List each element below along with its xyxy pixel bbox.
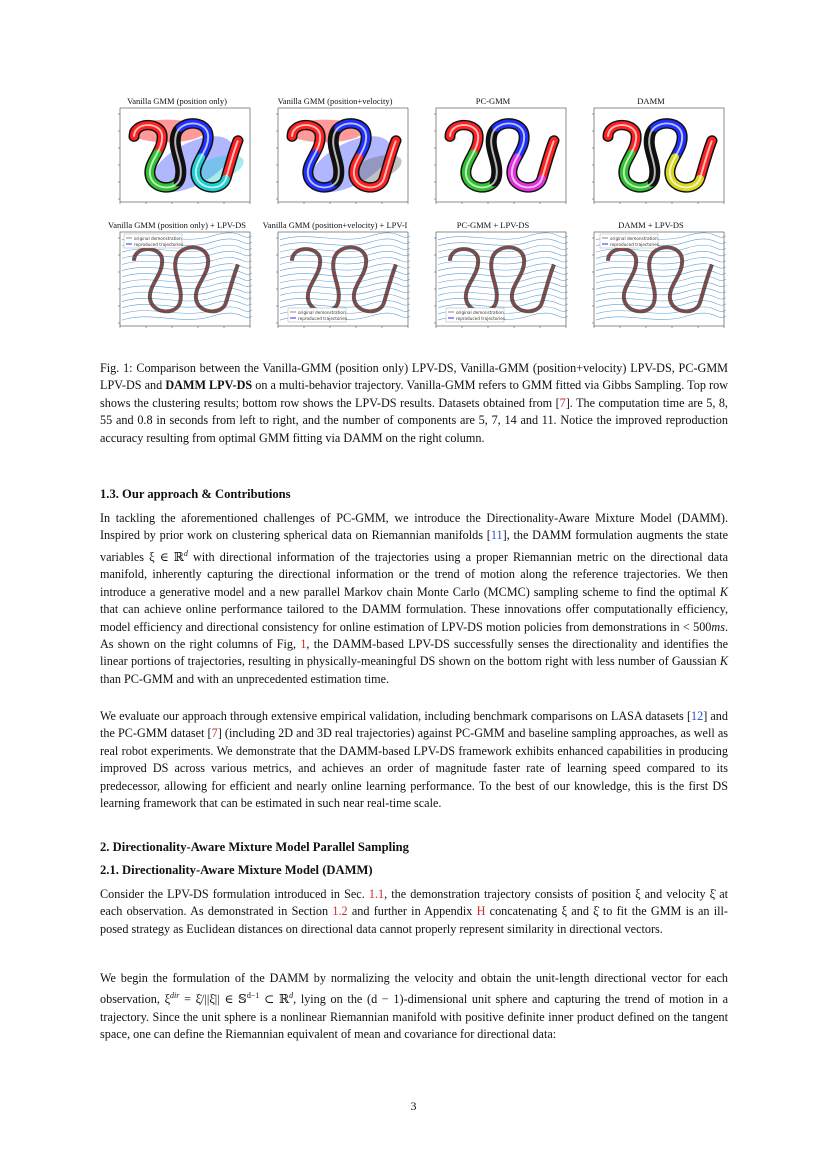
panel-plot bbox=[416, 106, 570, 212]
svg-text:reproduced trajectories: reproduced trajectories bbox=[134, 242, 184, 247]
panel-title: Vanilla GMM (position+velocity) bbox=[277, 96, 393, 106]
svg-text:original demonstration: original demonstration bbox=[134, 236, 182, 241]
citation-link[interactable]: 12 bbox=[691, 709, 704, 723]
figure-panel bbox=[416, 96, 570, 212]
section-link[interactable]: 1.1 bbox=[368, 887, 385, 901]
panel-title: DAMM + LPV-DS bbox=[618, 220, 684, 230]
page-number: 3 bbox=[410, 1099, 417, 1113]
figure-panel bbox=[574, 220, 728, 336]
panel-title: Vanilla GMM (position+velocity) + LPV-I bbox=[262, 220, 408, 230]
caption-text: on a multi-behavior trajectory. Vanilla-GMM refers to GMM fitted via Gibbs Sampling. Top row shows the clustering results; bottom row shows the LPV-DS results. Datasets obtained from [ bbox=[100, 378, 728, 410]
citation-link[interactable]: 11 bbox=[490, 528, 503, 543]
svg-text:reproduced trajectories: reproduced trajectories bbox=[298, 316, 348, 321]
figure-panel bbox=[416, 220, 570, 336]
citation-link[interactable]: 7 bbox=[211, 726, 218, 741]
caption-text: Fig. 1: Comparison between the Vanilla-GMM (position only) LPV-DS, Vanilla-GMM (position+velocity) LPV-DS, PC-GMM LPV-DS and bbox=[100, 361, 728, 393]
svg-text:original demonstration: original demonstration bbox=[610, 236, 658, 241]
svg-text:reproduced trajectories: reproduced trajectories bbox=[610, 242, 660, 247]
section-heading: 1.3. Our approach & Contributions bbox=[100, 487, 291, 501]
panel-title: DAMM bbox=[637, 96, 665, 106]
figure-1 bbox=[100, 96, 728, 344]
figure-link[interactable]: 1 bbox=[300, 636, 307, 651]
figure-panel bbox=[258, 220, 412, 336]
svg-text:reproduced trajectories: reproduced trajectories bbox=[456, 316, 506, 321]
citation-link[interactable]: 7 bbox=[559, 395, 566, 410]
subsection-heading: 2.1. Directionality-Aware Mixture Model (DAMM) bbox=[100, 863, 373, 877]
section-heading: 2. Directionality-Aware Mixture Model Parallel Sampling bbox=[100, 840, 409, 854]
section-link[interactable]: 1.2 bbox=[332, 904, 348, 919]
panel-title: Vanilla GMM (position only) + LPV-DS bbox=[108, 220, 246, 230]
caption-text: ]. The computation time are 5, 8, 55 and 0.8 in seconds from left to right, and the number of components are 5, 7, 14 and 11. Notice the improved reproduction accuracy resulting from optimal GMM fitting via DAMM on the right column. bbox=[100, 395, 728, 445]
panel-title: PC-GMM + LPV-DS bbox=[456, 220, 530, 230]
svg-text:original demonstration: original demonstration bbox=[298, 310, 346, 315]
panel-title: Vanilla GMM (position only) bbox=[127, 96, 227, 106]
caption-bold: DAMM LPV-DS bbox=[165, 378, 253, 393]
svg-text:original demonstration: original demonstration bbox=[456, 310, 504, 315]
panel-plot bbox=[258, 230, 412, 336]
figure-panel bbox=[100, 220, 254, 336]
panel-plot bbox=[100, 106, 254, 212]
panel-plot bbox=[574, 230, 728, 336]
panel-plot bbox=[258, 106, 412, 212]
figure-panel bbox=[100, 96, 254, 212]
paragraph: We evaluate our approach through extensive empirical validation, including benchmark comparisons on LASA datasets [12] and the PC-GMM dataset [7] (including 2D and 3D real trajectories) against PC-GMM and baseline sampling approaches, as well as real robot experiments. We demonstrate that the DAMM-based LPV-DS framework exhibits enhanced capabilities in producing improved DS across various metrics, and achieves an order of magnitude faster rate of learning speed compared to its predecessor, allowing for efficient and nearly online learning performance. To the best of our knowledge, this is the first DS learning framework that can be estimated in such near real-time scale. bbox=[100, 709, 728, 811]
figure-caption bbox=[100, 360, 728, 447]
panel-plot bbox=[416, 230, 570, 336]
paragraph: In tackling the aforementioned challenges of PC-GMM, we introduce the Directionality-Aware Mixture Model (DAMM). Inspired by prior work on clustering spherical data on Riemannian manifolds [11], the DAMM formulation augments the state variables ξ ∈ ℝ$^d$ with directional information of the trajectories using a proper Riemannian metric on the directional data manifold, inherently capturing the directional information or the trend of motion along the reference trajectories. We then introduce a generative model and a new parallel Markov chain Monte Carlo (MCMC) sampling scheme to find the optimal K that can achieve online performance tailored to the DAMM formulation. These innovations offer computationally efficiency, model efficiency and directional consistency for online estimation of LPV-DS motion policies from demonstrations in < 500ms. As shown on the right columns of Fig, 1, the DAMM-based LPV-DS successfully senses the directionality and identifies the linear portions of trajectories, resulting in physically-meaningful DS shown on the bottom right with less number of Gaussian K than PC-GMM and with an unprecedented estimation time. bbox=[100, 511, 729, 686]
figure-panel bbox=[258, 96, 412, 212]
panel-plot bbox=[574, 106, 728, 212]
panel-title: PC-GMM bbox=[475, 96, 511, 106]
paragraph: We begin the formulation of the DAMM by normalizing the velocity and obtain the unit-length directional vector for each observation, $\xi^{dir}$ = ξ̇/||ξ̇|| ∈ 𝕊$^{d-1}$ ⊂ ℝ$^d$, lying on the (d − 1)-dimensional unit sphere and capturing the trend of motion in a trajectory. Since the unit sphere is a nonlinear Riemannian manifold with positive definite inner product defined on the tangent space, one can define the Riemannian equivalent of mean and covariance for directional data: bbox=[100, 971, 728, 1042]
panel-plot bbox=[100, 230, 254, 336]
appendix-link[interactable]: H bbox=[476, 904, 486, 919]
figure-panel bbox=[574, 96, 728, 212]
paragraph: Consider the LPV-DS formulation introduced in Sec. 1.1, the demonstration trajectory consists of position ξ and velocity ξ̇ at each observation. As demonstrated in Section 1.2 and further in Appendix H concatenating ξ and ξ̇ to fit the GMM is an ill-posed strategy as Euclidean distances on directional data cannot properly represent similarity in directional vectors. bbox=[100, 887, 728, 936]
